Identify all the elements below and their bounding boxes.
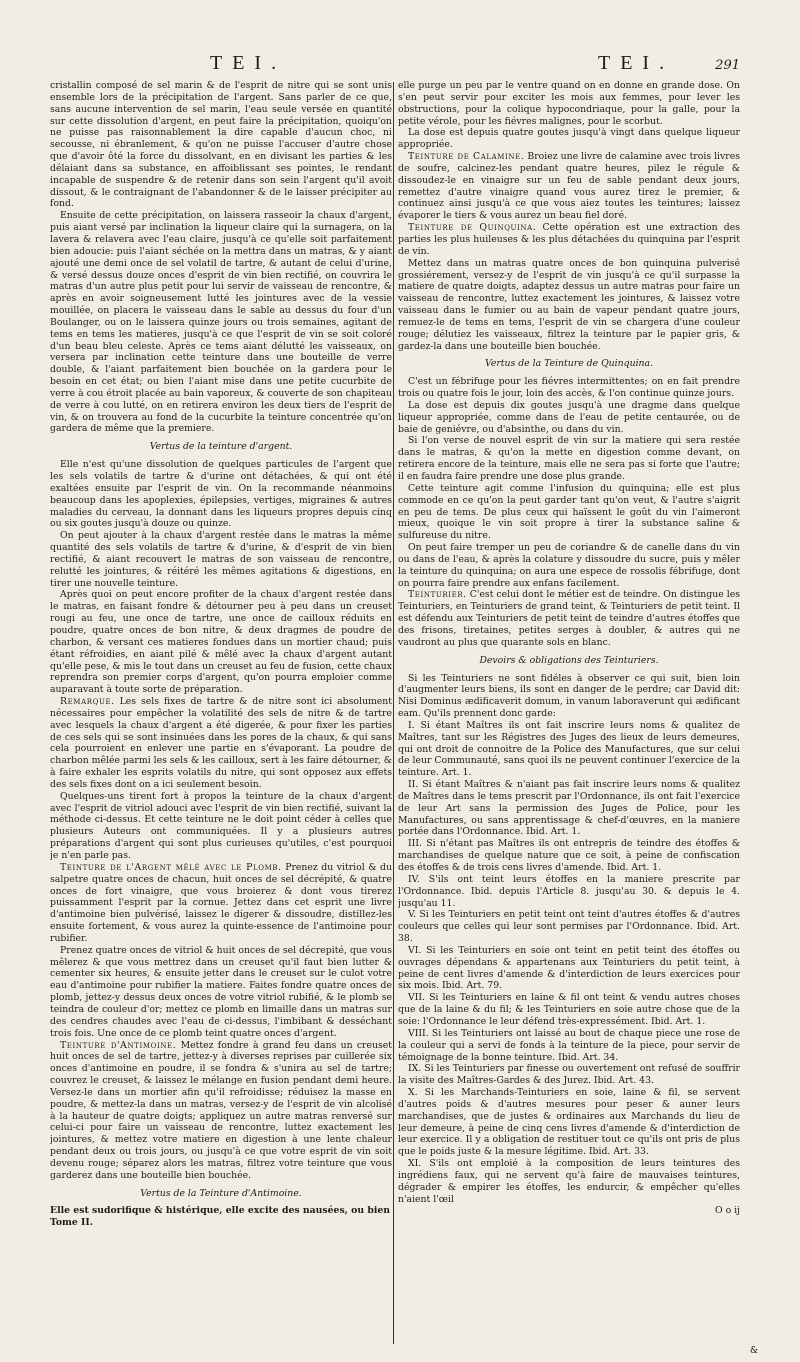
paragraph: On peut ajouter à la chaux d'argent restée dans le matras la même quantité des sels volatils de tartre & d'urine, & d'esprit de vin bien rectifié, & aiant recouvert le matras de son vaisseau de rencontre, relutté les jointures, & réitéré les mêmes agitations & digestions, en tirer une nouvelle teinture. <box>50 530 392 589</box>
paragraph: Après quoi on peut encore profiter de la chaux d'argent restée dans le matras, en faisant fondre & détourner peu à peu dans un creuset rougi au feu, une once de tartre, une once de cailloux réduits en poudre, quatre onces de bon nitre, & deux dragmes de poudre de charbon, & versant ces matieres fondues dans un mortier chaud; puis étant réfroidies, en aiant pilé & mêlé avec la chaux d'argent autant qu'elle pese, & mis le tout dans un creuset au feu de fusion, cette chaux reprendra son premier corps d'argent, qu'on pourra emploier comme auparavant à toute sorte de préparation. <box>50 589 392 696</box>
remarque-heading: Remarque. <box>60 696 115 708</box>
paragraph: Elle est sudorifique & histérique, elle excite des nausées, ou bien <box>50 1205 391 1217</box>
paragraph-text: C'est celui dont le métier est de teindre. On distingue les Teinturiers, en Teinturiers de grand teint, & Teinturiers de petit teint. Il est défendu aux Teinturiers de petit teint de teindre d'autres étoffes que des frisons, tiretaines, petites serges à doubler, & autres qui ne vaudront au plus que quarante sols en blanc. <box>398 589 740 648</box>
paragraph-antimoine <box>50 1040 392 1182</box>
left-running-head: TEI. <box>210 52 287 74</box>
article: III. Si n'étant pas Maîtres ils ont entrepris de teindre des étoffes & marchandises de quelque nature que ce soit, à peine de confiscation des étoffes & de trois cens livres d'amende. Ibid. Art. 1. <box>398 838 740 873</box>
right-running-head: TEI. <box>598 52 675 74</box>
paragraph: Mettez dans un matras quatre onces de bon quinquina pulverisé grossiérement, versez-y de l'esprit de vin jusqu'à ce qu'il surpasse la matiere de quatre doigts, adaptez dessus un autre matras pour faire un vaisseau de rencontre, luttez exactement les jointures, & laissez votre vaisseau dans le fumier ou au bain de vapeur pendant quatre jours, remuez-le de tems en tems, l'esprit de vin se chargera d'une couleur rouge; délutiez les vaisseaux, filtrez la teinture par le papier gris, & gardez-la dans une bouteille bien bouchée. <box>398 257 740 352</box>
paragraph-text: Cette opération est une extraction des parties les plus huileuses & les plus détachées du quinquina par l'esprit de vin. <box>398 222 740 257</box>
paragraph: Quelques-uns tirent fort à propos la teinture de la chaux d'argent avec l'esprit de vitriol adouci avec l'esprit de vin bien rectifié, suivant la méthode ci-dessus. Et cette teinture ne le doit point céder à celles que plusieurs Auteurs ont communiquées. Il y a plusieurs autres préparations d'argent qui sont plus curieuses qu'utiles, c'est pourquoi je n'en parle pas. <box>50 790 392 861</box>
quinquina-heading: Teinture de Quinquina. <box>408 222 537 234</box>
article: X. Si les Marchands-Teinturiers en soie, laine & fil, se servent d'autres poids & d'autres mesures pour peser & auner leurs marchandises, que de justes & ordinaires aux Marchands du lieu de leur demeure, à peine de cinq cens livres d'amende & d'interdiction de leur exercice. Il y a obligation de restituer tout ce qu'ils ont pris de plus que le poids juste & la mesure légitime. Ibid. Art. 33. <box>398 1087 740 1158</box>
teinturier-heading: Teinturier. <box>408 589 467 601</box>
gathering-signature: O o ij <box>715 1205 740 1217</box>
right-column <box>398 80 740 1342</box>
paragraph: elle purge un peu par le ventre quand on en donne en grande dose. On s'en peut servir pour exciter les mois aux femmes, pour lever les obstructions, pour la colique hypocondriaque, pour la galle, pour la petite vérole, pour les fiévres malignes, pour le scorbut. <box>398 80 740 127</box>
article: V. Si les Teinturiers en petit teint ont teint d'autres étoffes & d'autres couleurs que celles qui leur sont permises par l'Ordonnance. Ibid. Art. 38. <box>398 909 740 945</box>
column-divider <box>393 82 394 1344</box>
paragraph-text: Broiez une livre de calamine avec trois livres de soufre, calcinez-les pendant quatre heures, pilez le régule & dissoudez-le en vinaigre sur un feu de sable pendant deux jours, remettez d'autre vinaigre quand vous aurez tirez le premier, & continuez ainsi jusqu'à ce que vous aiez toutes les teintures; laissez évaporer le tiers & vous aurez un beau fiel doré. <box>398 151 740 222</box>
article: VI. Si les Teinturiers en soie ont teint en petit teint des étoffes ou ouvrages dépendans & appartenans aux Teinturiers du petit teint, à peine de cent livres d'amende & d'interdiction de leurs exercices pour six mois. Ibid. Art. 79. <box>398 944 740 992</box>
catchword: & <box>749 1346 758 1356</box>
article: IV. S'ils ont teint leurs étoffes en la maniere prescrite par l'Ordonnance. Ibid. depuis l'Article 8. jusqu'au 30. & depuis le 4. jusqu'au 11. <box>398 873 740 909</box>
paragraph-text: Mettez fondre à grand feu dans un creuset huit onces de sel de tartre, jettez-y à diverses reprises par cuillerée six onces d'antimoine en poudre, il se fondra & s'unira au sel de tartre; couvrez le creuset, & laissez le mélange en fusion pendant demi heure. Versez-le dans un mortier afin qu'il refroidisse; réduisez la masse en poudre, & mettez-la dans un matras, versez-y de l'esprit de vin alcolisé à la hauteur de quatre doigts; appliquez un autre matras renversé sur celui-ci pour faire un vaisseau de rencontre, luttez exactement les jointures, & mettez votre matiere en digestion à une lente chaleur pendant deux ou trois jours, ou jusqu'à ce que votre esprit de vin soit devenu rouge; séparez alors les matras, filtrez votre teinture que vous garderez dans une bouteille bien bouchée. <box>50 1039 392 1181</box>
paragraph-quinquina <box>398 222 740 258</box>
paragraph: Si les Teinturiers ne sont fidéles à observer ce qui suit, bien loin d'augmenter leurs biens, ils sont en danger de le perdre; car David dit: Nisi Dominus ædificaverit domum, in vanum laboraverunt qui ædificant eam. Qu'ils prennent donc garde: <box>398 672 740 720</box>
article: II. Si étant Maîtres & n'aiant pas fait inscrire leurs noms & qualitez de Maîtres dans le tems prescrit par l'Ordonnance, ils ont fait l'exercice de leur Art sans la permission des Juges de Police, pour les Manufactures, ou sans apprentissage & chef-d'œuvres, en la maniere portée dans l'Ordonnance. Ibid. Art. 1. <box>398 779 740 838</box>
plomb-heading: Teinture de l'Argent mêlé avec le Plomb. <box>60 861 282 873</box>
section-heading: Vertus de la teinture d'argent. <box>149 441 293 453</box>
paragraph: La dose est depuis quatre goutes jusqu'à vingt dans quelque liqueur appropriée. <box>398 127 740 151</box>
paragraph: Elle n'est qu'une dissolution de quelques particules de l'argent que les sels volatils de tartre & d'urine ont détachées, & qui ont été exaltées ensuite par l'esprit de vin. On la recommande néanmoins beaucoup dans les apoplexies, épilepsies, vertiges, migraines & autres maladies du cerveau, la donnant dans les liqueurs propres depuis cinq ou six goutes jusqu'à douze ou quinze. <box>50 459 392 530</box>
paragraph-plomb <box>50 862 392 945</box>
page-number: 291 <box>715 58 740 73</box>
section-heading: Devoirs & obligations des Teinturiers. <box>479 654 659 666</box>
paragraph: C'est un fébrifuge pour les fiévres intermittentes; on en fait prendre trois ou quatre fois le jour, loin des accès, & l'on continue quinze jours. <box>398 376 740 400</box>
paragraph: La dose est depuis dix goutes jusqu'à une dragme dans quelque liqueur appropriée, comme dans de l'eau de petite centaurée, ou de baie de geniévre, ou d'absinthe, ou dans du vin. <box>398 399 740 435</box>
left-column <box>50 80 392 1342</box>
paragraph: cristallin composé de sel marin & de l'esprit de nitre qui se sont unis ensemble lors de la précipitation de l'argent. Sans parler de ce que, sans aucune intervention de sel marin, l'eau seule versée en quantité sur cette dissolution d'argent, en peut faire la précipitation, quoiqu'on ne puisse pas raisonnablement la dire capable d'aucun choc, ni secousse, ni ébranlement, & qu'on ne puisse l'accuser d'autre chose que d'avoir ôté la force du dissolvant, en en divisant les parties & les délaiant dans sa substance, en affoiblissant ses pointes, le rendant incapable de suspendre & de retenir dans son sein l'argent qu'il avoit dissout, & le contraignant de l'abandonner & de le laisser précipiter au fond. <box>50 80 392 210</box>
article: I. Si étant Maîtres ils ont fait inscrire leurs noms & qualitez de Maîtres, tant sur les Régistres des Juges des lieux de leurs demeures, qui ont droit de connoitre de la Police des Manufactures, que sur celui de leur Communauté, sans quoi ils ne peuvent continuer l'exercice de la teinture. Art. 1. <box>398 719 740 779</box>
section-heading: Vertus de la Teinture de Quinquina. <box>484 358 654 370</box>
section-heading: Vertus de la Teinture d'Antimoine. <box>140 1187 302 1199</box>
antimoine-heading: Teinture d'Antimoine. <box>60 1039 177 1051</box>
calamine-heading: Teinture de Calamine. <box>408 151 525 163</box>
paragraph: Ensuite de cette précipitation, on laissera rasseoir la chaux d'argent, puis aiant versé par inclination la liqueur claire qui la surnagera, on la lavera & relavera avec l'eau claire, jusqu'à ce qu'elle soit parfaitement bien adoucie: puis l'aiant séchée on la mettra dans un matras, & y aiant ajouté une demi once de sel volatil de tartre, & autant de celui d'urine, & versé dessus douze onces d'esprit de vin bien rectifié, on couvrira le matras d'un autre plus petit pour lui servir de vaisseau de rencontre, & après en avoir soigneusement lutté les jointures avec de la vessie mouillée, on placera le vaisseau dans le sable au dessus du four d'un Boulanger, ou on le laissera quinze jours ou trois semaines, agitant de tems en tems les matieres, jusqu'à ce que l'esprit de vin se soit coloré d'un beau bleu celeste. Après ce tems aiant délutté les vaisseaux, on versera par inclination cette teinture dans une bouteille de verre double, & l'aiant parfaitement bien bouchée on la gardera pour le besoin en cet état; ou bien l'aiant mise dans une petite cucurbite de verre à cou étroit placée au bain vaporeux, & couverte de son chapiteau de verre à cou lutté, on en retirera environ les deux tiers de l'esprit de vin, & on trouvera au fond de la cucurbite la teinture concentrée qu'on gardera de même que la premiere. <box>50 210 392 435</box>
paragraph: Cette teinture agit comme l'infusion du quinquina; elle est plus commode en ce qu'on la peut garder tant qu'on veut, & l'autre s'aigrit en peu de tems. De plus ceux qui haïssent le goût du vin l'aimeront mieux, quoique le vin soit propre à tirer la substance saline & sulfureuse du nitre. <box>398 482 740 542</box>
paragraph: Prenez quatre onces de vitriol & huit onces de sel décrepité, que vous mêlerez & que vous mettrez dans un creuset qu'il faut bien lutter & cementer six heures, & ensuite jetter dans le creuset sur le culot votre eau d'antimoine pour rubifier la matiere. Faites fondre quatre onces de plomb, jettez-y dessus deux onces de votre vitriol rubifié, & le plomb se teindra de couleur d'or; mettez ce plomb en limaille dans un matras sur des cendres chaudes avec l'eau de ci-dessus, l'imbibant & desséchant trois fois. Une once de ce plomb teint quatre onces d'argent. <box>50 944 392 1039</box>
paragraph-remarque <box>50 696 392 791</box>
article: VII. Si les Teinturiers en laine & fil ont teint & vendu autres choses que de la laine & du fil; & les Teinturiers en soie autre chose que de la soie: l'Ordonnance le leur défend très-expressément. Ibid. Art. 1. <box>398 992 740 1027</box>
volume-signature: Tome II. <box>50 1217 93 1229</box>
paragraph: Si l'on verse de nouvel esprit de vin sur la matiere qui sera restée dans le matras, & qu'on la mette en digestion comme devant, on retirera encore de la teinture, mais elle ne sera pas si forte que l'autre; il en faudra faire prendre une dose plus grande. <box>398 435 740 482</box>
paragraph: On peut faire tremper un peu de coriandre & de canelle dans du vin ou dans de l'eau, & après la colature y dissoudre du sucre, puis y mêler la teinture du quinquina; on aura une espece de rossolis fébrifuge, dont on pourra faire prendre aux enfans facilement. <box>398 542 740 589</box>
article: IX. Si les Teinturiers par finesse ou ouvertement ont refusé de souffrir la visite des Maîtres-Gardes & des Jurez. Ibid. Art. 43. <box>398 1063 740 1087</box>
paragraph-text: Les sels fixes de tartre & de nitre sont ici absolument nécessaires pour empêcher la volatilité des sels de nitre & de tartre avec lesquels la chaux d'argent a été digerée, & pour fixer les parties de ces sels qui se sont insinuées dans les pores de la chaux, & qui sans cela pourroient en enlever une partie en s'évaporant. La poudre de charbon mêlée parmi les sels & les cailloux, sert à les faire détourner, & à faire exhaler les esprits volatils du nitre, qui sont opposez aux effets des sels fixes dont on a ici seulement besoin. <box>50 696 392 790</box>
article: XI. S'ils ont emploié à la composition de leurs teintures des ingrédiens faux, qui ne servent qu'à faire de mauvaises teintures, dégrader & empirer les étoffes, les endurcir, & empêcher qu'elles n'aient l'œil <box>398 1158 740 1205</box>
paragraph-text: Prenez du vitriol & du salpetre quatre onces de chacun, huit onces de sel décrépité, & quatre onces de fort vinaigre, que vous broierez & dont vous tirerez puissamment l'esprit par la cornue. Jettez dans cet esprit une livre d'antimoine bien pulvérisé, laissez le digerer & dissoudre, distillez-les ensuite fortement, & vous aurez la quinte-essence de l'antimoine pour rubifier. <box>50 861 392 944</box>
running-header <box>70 52 760 78</box>
paragraph-calamine <box>398 151 740 222</box>
paragraph-teinturier <box>398 589 740 648</box>
article: VIII. Si les Teinturiers ont laissé au bout de chaque piece une rose de la couleur qui a servi de fonds à la teinture de la piece, pour servir de témoignage de la bonne teinture. Ibid. Art. 34. <box>398 1027 740 1063</box>
